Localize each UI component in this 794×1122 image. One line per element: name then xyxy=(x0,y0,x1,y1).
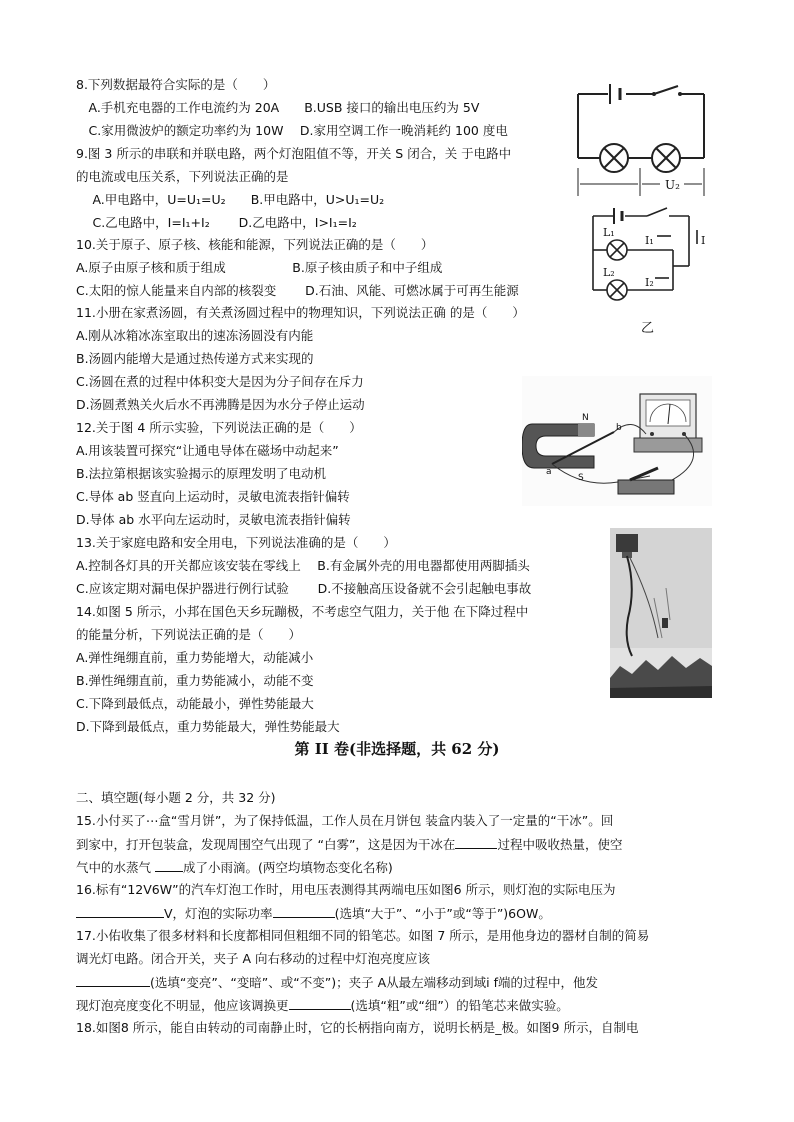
q17-line2: 调光灯电路。闭合开关，夹子 A 向右移动的过程中灯泡亮度应该 xyxy=(76,951,430,966)
q17-text-a: (选填“变亮”、“变暗”、或“不变”)；夹子 A从最左端移动到域ⅰ f端的过程中，他发 xyxy=(150,975,598,990)
q15-text-a: 到家中，打开包装盒，发现周围空气出现了 “白雾”，这是因为干冰在 xyxy=(76,837,456,852)
q11-option-a: A.刚从冰箱冰冻室取出的速冻汤圆没有内能 xyxy=(76,328,314,343)
label-n: N xyxy=(582,413,589,423)
q8-options-cd: C.家用微波炉的额定功率约为 10W D.家用空调工作一晚消耗约 100 度电 xyxy=(76,123,508,138)
circuit-diagram-parallel xyxy=(585,200,715,340)
q10-options-ab: A.原子由原子核和质于组成 B.原子核由质子和中子组成 xyxy=(76,260,443,275)
q17-line4 xyxy=(76,997,569,1014)
q15-text-d: 成了小雨滴。(两空均填物态变化名称) xyxy=(182,860,393,875)
q14-option-a: A.弹性绳绷直前，重力势能增大，动能减小 xyxy=(76,650,314,665)
q9-options-cd: C.乙电路中，I=I₁+I₂ D.乙电路中，I>I₁=I₂ xyxy=(76,215,357,230)
label-i1: I₁ xyxy=(645,234,654,247)
q10-options-cd: C.太阳的惊人能量来自内部的核裂变 D.石油、风能、可燃冰属于可再生能源 xyxy=(76,283,519,298)
q15-text-b: 过程中吸收热量，使空 xyxy=(497,837,623,852)
label-b: b xyxy=(616,423,622,433)
q11-option-d: D.汤圆煮熟关火后水不再沸腾是因为水分子停止运动 xyxy=(76,397,365,412)
q17-line1: 17.小佑收集了很多材料和长度都相同但粗细不同的铅笔芯。如图 7 所示，是用他身边的器材自制的简易 xyxy=(76,928,650,943)
label-l2: L₂ xyxy=(603,266,615,279)
section-title: 第 II 卷(非选择题，共 62 分) xyxy=(294,740,500,758)
circuit-diagram-series xyxy=(570,72,710,200)
q15-blank-2[interactable] xyxy=(155,859,183,872)
q16-line1: 16.标有“12V6W”的汽车灯泡工作时，用电压表测得其两端电压如图6 所示，则灯泡的实际电压为 xyxy=(76,882,616,897)
galvanometer-icon xyxy=(634,394,702,452)
q17-line3 xyxy=(76,974,598,991)
q11-stem: 11.小册在家煮汤圆，有关煮汤圆过程中的物理知识，下列说法正确 的是（ ） xyxy=(76,305,525,320)
q16-blank-1[interactable] xyxy=(76,905,164,918)
q13-stem: 13.关于家庭电路和安全用电，下列说法准确的是（ ） xyxy=(76,535,396,550)
q17-blank-2[interactable] xyxy=(289,997,351,1010)
q8-options-ab: A.手机充电器的工作电流约为 20A B.USB 接口的输出电压约为 5V xyxy=(76,100,480,115)
q15-line1: 15.小付买了⋯盒“雪月饼”，为了保持低温，工作人员在月饼包 装盒内装入了一定量的“干冰”。回 xyxy=(76,813,614,828)
q14-option-b: B.弹性绳绷直前，重力势能减小，动能不变 xyxy=(76,673,314,688)
q16-text-b: (选填“大于”、“小于”或“等于”)6OW。 xyxy=(334,906,551,921)
q12-option-a: A.用该装置可探究“让通电导体在磁场中动起来” xyxy=(76,443,339,458)
q14-stem-cont: 的能量分析，下列说法正确的是（ ） xyxy=(76,627,302,642)
q15-text-c: 气中的水蒸气 xyxy=(76,860,155,875)
label-a: a xyxy=(546,467,552,477)
q9-stem-cont: 的电流或电压关系，下列说法正确的是 xyxy=(76,169,289,184)
q14-option-c: C.下降到最低点，动能最小，弹性势能最大 xyxy=(76,696,314,711)
q15-line2 xyxy=(76,836,622,853)
q12-option-b: B.法拉第根据该实验揭示的原理发明了电动机 xyxy=(76,466,327,481)
q18-line1: 18.如图8 所示，能自由转动的司南静止时，它的长柄指向南方，说明长柄是_极。如图9 所示，自制电 xyxy=(76,1020,639,1035)
q14-option-d: D.下降到最低点，重力势能最大，弹性势能最大 xyxy=(76,719,340,734)
q12-option-d: D.导体 ab 水平向左运动时，灵敏电流表指针偏转 xyxy=(76,512,351,527)
q15-blank-1[interactable] xyxy=(455,836,497,849)
fill-header: 二、填空题(每小题 2 分，共 32 分) xyxy=(76,790,276,805)
figure-5-bungee-photo xyxy=(610,528,712,698)
q13-options-cd: C.应该定期对漏电保护器进行例行试验 D.不接触高压设备就不会引起触电事故 xyxy=(76,581,532,596)
label-i: I xyxy=(701,234,706,247)
label-yi: 乙 xyxy=(641,321,655,336)
q16-text-a: V，灯泡的实际功率 xyxy=(164,906,273,921)
q15-line3 xyxy=(76,859,393,876)
q11-option-c: C.汤圆在煮的过程中体积变大是因为分子间存在斥力 xyxy=(76,374,364,389)
label-l1: L₁ xyxy=(603,226,615,239)
q13-options-ab: A.控制各灯具的开关都应该安装在零线上 B.有金属外壳的用电器都使用两脚插头 xyxy=(76,558,530,573)
q8-stem: 8.下列数据最符合实际的是（ ） xyxy=(76,77,276,92)
q16-line2 xyxy=(76,905,551,922)
q11-option-b: B.汤圆内能增大是通过热传递方式来实现的 xyxy=(76,351,314,366)
figure-4-induction-apparatus xyxy=(522,376,712,506)
q17-text-c: (选填“粗”或“细”）的铅笔芯来做实验。 xyxy=(350,998,569,1013)
q14-stem: 14.如图 5 所示，小邦在国色天乡玩蹦极，不考虑空气阻力，关于他 在下降过程中 xyxy=(76,604,529,619)
q9-options-ab: A.甲电路中，U=U₁=U₂ B.甲电路中，U>U₁=U₂ xyxy=(76,192,385,207)
q9-stem: 9.图 3 所示的串联和并联电路，两个灯泡阻值不等，开关 S 闭合，关 于电路中 xyxy=(76,146,512,161)
q12-stem: 12.关于图 4 所示实验，下列说法正确的是（ ） xyxy=(76,420,362,435)
q17-text-b: 现灯泡亮度变化不明显，他应该调换更 xyxy=(76,998,289,1013)
label-u2: U₂ xyxy=(665,178,680,192)
q17-blank-1[interactable] xyxy=(76,974,150,987)
q16-blank-2[interactable] xyxy=(273,905,335,918)
label-s: S xyxy=(578,473,584,483)
label-i2: I₂ xyxy=(645,276,654,289)
q12-option-c: C.导体 ab 竖直向上运动时，灵敏电流表指针偏转 xyxy=(76,489,350,504)
q10-stem: 10.关于原子、原子核、核能和能源，下列说法正确的是（ ） xyxy=(76,237,434,252)
